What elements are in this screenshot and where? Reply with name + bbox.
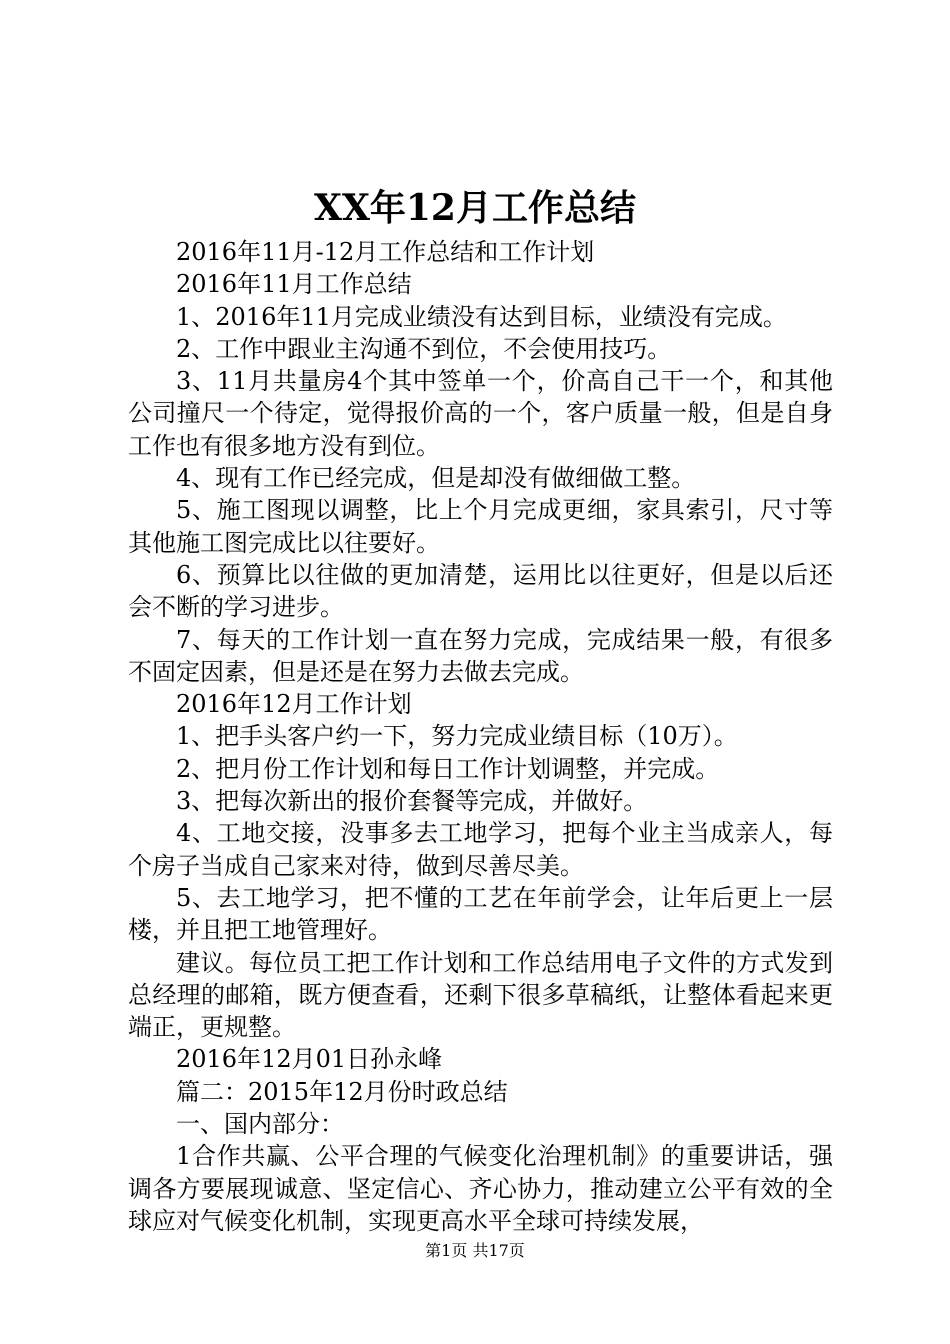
- paragraph: 7、每天的工作计划一直在努力完成，完成结果一般，有很多不固定因素，但是还是在努力去做去完成。: [128, 625, 833, 686]
- paragraph: 3、把每次新出的报价套餐等完成，并做好。: [176, 787, 648, 816]
- paragraph: 篇二：2015年12月份时政总结: [176, 1077, 508, 1106]
- document-body: [128, 236, 833, 1237]
- page-footer: 第1页 共17页: [425, 1241, 525, 1260]
- paragraph: 一、国内部分：: [176, 1110, 344, 1139]
- document-title: XX年12月工作总结: [314, 187, 636, 229]
- paragraph: 1、2016年11月完成业绩没有达到目标，业绩没有完成。: [176, 302, 787, 331]
- paragraph: 5、去工地学习，把不懂的工艺在年前学会，让年后更上一层楼，并且把工地管理好。: [128, 883, 833, 945]
- paragraph: 3、11月共量房4个其中签单一个，价高自己干一个，和其他公司撞尺一个待定，觉得报价高的一个，客户质量一般，但是自身工作也有很多地方没有到位。: [128, 367, 833, 460]
- paragraph: 6、预算比以往做的更加清楚，运用比以往更好，但是以后还会不断的学习进步。: [128, 560, 833, 622]
- paragraph: 4、工地交接，没事多去工地学习，把每个业主当成亲人，每个房子当成自己家来对待，做到尽善尽美。: [128, 819, 833, 880]
- paragraph: 2016年12月01日孙永峰: [176, 1045, 443, 1074]
- paragraph: 2016年12月工作计划: [176, 690, 412, 719]
- paragraph: 2、工作中跟业主沟通不到位，不会使用技巧。: [176, 334, 672, 363]
- paragraph: 1、把手头客户约一下，努力完成业绩目标（10万）。: [176, 722, 738, 751]
- paragraph: 2016年11月-12月工作总结和工作计划: [176, 238, 595, 266]
- paragraph: 5、施工图现以调整，比上个月完成更细，家具索引，尺寸等其他施工图完成比以往要好。: [128, 496, 833, 557]
- paragraph: 2、把月份工作计划和每日工作计划调整，并完成。: [176, 754, 720, 783]
- paragraph: 1合作共赢、公平合理的气候变化治理机制》的重要讲话，强调各方要展现诚意、坚定信心、齐心协力，推动建立公平有效的全球应对气候变化机制，实现更高水平全球可持续发展，: [128, 1142, 833, 1235]
- paragraph: 2016年11月工作总结: [176, 270, 412, 299]
- paragraph: 4、现有工作已经完成，但是却没有做细做工整。: [176, 464, 696, 493]
- paragraph: 建议。每位员工把工作计划和工作总结用电子文件的方式发到总经理的邮箱，既方便查看，还剩下很多草稿纸，让整体看起来更端正，更规整。: [128, 948, 833, 1042]
